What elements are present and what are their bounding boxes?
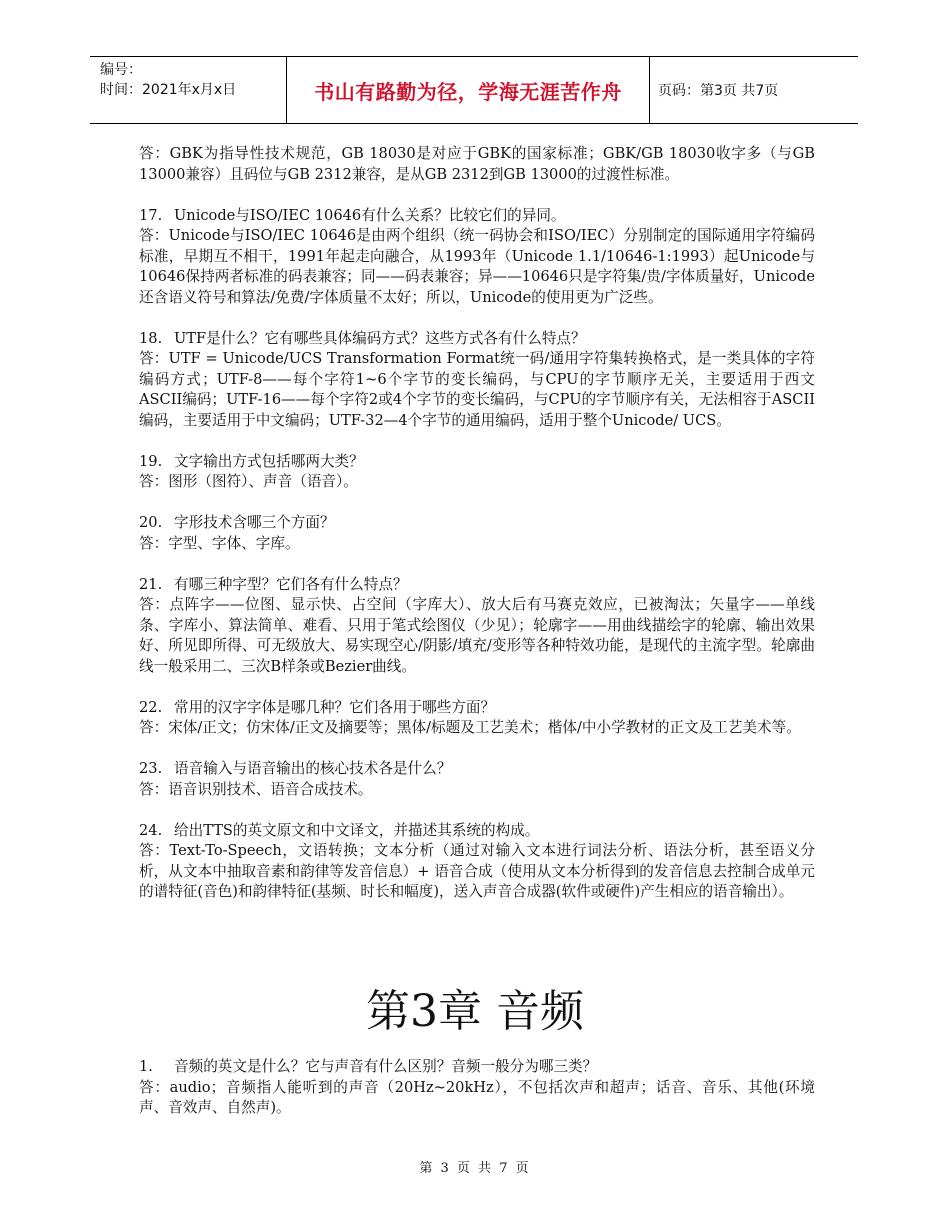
question-number: 20. [139,514,163,531]
question-text: 有哪三种字型？它们各有什么特点？ [174,575,408,593]
question-text: 音频的英文是什么？它与声音有什么区别？音频一般分为哪三类？ [174,1058,598,1075]
question-text: 字形技术含哪三个方面？ [174,514,335,531]
question [139,698,815,719]
question [139,821,815,842]
question-number: 1. [139,1058,153,1075]
question-text: UTF是什么？它有哪些具体编码方式？这些方式各有什么特点？ [174,329,586,347]
answer-text: 答：Text-To-Speech，文语转换；文本分析（通过对输入文本进行词法分析、语法分析，甚至语义分析，从文本中抽取音素和韵律等发音信息）+ 语音合成（使用从文本分析得到的发音信息去控制合成单元的谱特征(音色)和韵律特征(基频、时长和幅度)，送入声音合成器(软件或硬件)产生相应的语音输出）。 [139,842,815,900]
question-text: 常用的汉字字体是哪几种？它们各用于哪些方面？ [174,698,496,716]
qa-item [139,698,815,739]
answer-text: 答：点阵字——位图、显示快、占空间（字库大）、放大后有马赛克效应，已被淘汰；矢量字——单线条、字库小、算法简单、难看、只用于笔式绘图仪（少见）；轮廓字——用曲线描绘字的轮廓、输出效果好、所见即所得、可无级放大、易实现空心/阴影/填充/变形等各种特效功能，是现代的主流字型。轮廓曲线一般采用二、三次B样条或Bezier曲线。 [139,596,815,675]
answer-text: 答：UTF = Unicode/UCS Transformation Format统一码/通用字符集转换格式，是一类具体的字符编码方式；UTF-8——每个字符1~6个字节的变长编码，与CPU的字节顺序无关，主要适用于西文ASCII编码；UTF-16——每个字符2或4个字节的变长编码，与CPU的字节顺序有关，无法相容于ASCII编码，主要适用于中文编码；UTF-32—4个字节的通用编码，适用于整个Unicode/ UCS。 [139,350,815,429]
qa-item [139,452,815,493]
header-time: 时间：2021年x月x日 [100,82,237,98]
answer-text: 答：字型、字体、字库。 [139,534,300,552]
answer-text: 答：宋体/正文；仿宋体/正文及摘要等；黑体/标题及工艺美术；楷体/中小学教材的正文及工艺美术等。 [139,719,801,736]
qa-item [139,206,815,309]
page-footer: 第 3 页 共 7 页 [419,1161,531,1176]
question-number: 17. [139,206,163,224]
page-header [90,56,858,124]
qa-item [139,513,815,554]
header-number-label: 编号： [100,62,142,78]
question [139,759,815,780]
question-number: 18. [139,329,163,347]
qa-item [139,759,815,800]
qa-item [139,575,815,678]
question-text: 语音输入与语音输出的核心技术各是什么？ [174,760,452,777]
question-text: Unicode与ISO/IEC 10646有什么关系？比较它们的异同。 [174,206,566,224]
chapter-title: 第3章 音频 [366,986,584,1037]
chapter-qa-section [139,1057,815,1119]
question [139,206,815,227]
qa-item [139,144,815,185]
answer-text: 答：图形（图符）、声音（语音）。 [139,473,358,490]
header-page-info: 页码：第3页 共7页 [658,83,779,99]
answer-text: 答：Unicode与ISO/IEC 10646是由两个组织（统一码协会和ISO/IEC）分别制定的国际通用字符编码标准，早期互不相干，1991年起走向融合，从1993年（Unicode 1.1/10646-1:1993）起Unicode与10646保持两者标准的码表兼容；同——码表兼容；异——10646只是字符集/贵/字体质量好，Unicode还含语义符号和算法/免费/字体质量不太好；所以，Unicode的使用更为广泛些。 [139,227,815,306]
question [139,329,815,350]
question-number: 24. [139,821,163,839]
question-number: 21. [139,575,163,593]
question-text: 文字输出方式包括哪两大类？ [174,452,364,470]
answer-text: 答：audio；音频指人能听到的声音（20Hz~20kHz），不包括次声和超声；话音、音乐、其他(环境声、音效声、自然声)。 [139,1078,815,1116]
question-number: 22. [139,698,163,716]
question [139,513,815,534]
question-number: 23. [139,760,163,777]
qa-item [139,821,815,903]
question [139,575,815,596]
header-motto: 书山有路勤为径，学海无涯苦作舟 [286,57,650,123]
qa-item [139,329,815,432]
question-number: 19. [139,452,163,470]
answer-text: 答：语音识别技术、语音合成技术。 [139,780,373,798]
answer-text: 答：GBK为指导性技术规范，GB 18030是对应于GBK的国家标准；GBK/GB 18030收字多（与GB 13000兼容）且码位与GB 2312兼容，是从GB 2312到GB 13000的过渡性标准。 [139,145,815,183]
question [139,1057,815,1078]
question [139,452,815,473]
question-text: 给出TTS的英文原文和中文译文，并描述其系统的构成。 [174,821,540,839]
qa-section [139,144,815,903]
header-meta [90,57,286,123]
qa-item [139,1057,815,1119]
